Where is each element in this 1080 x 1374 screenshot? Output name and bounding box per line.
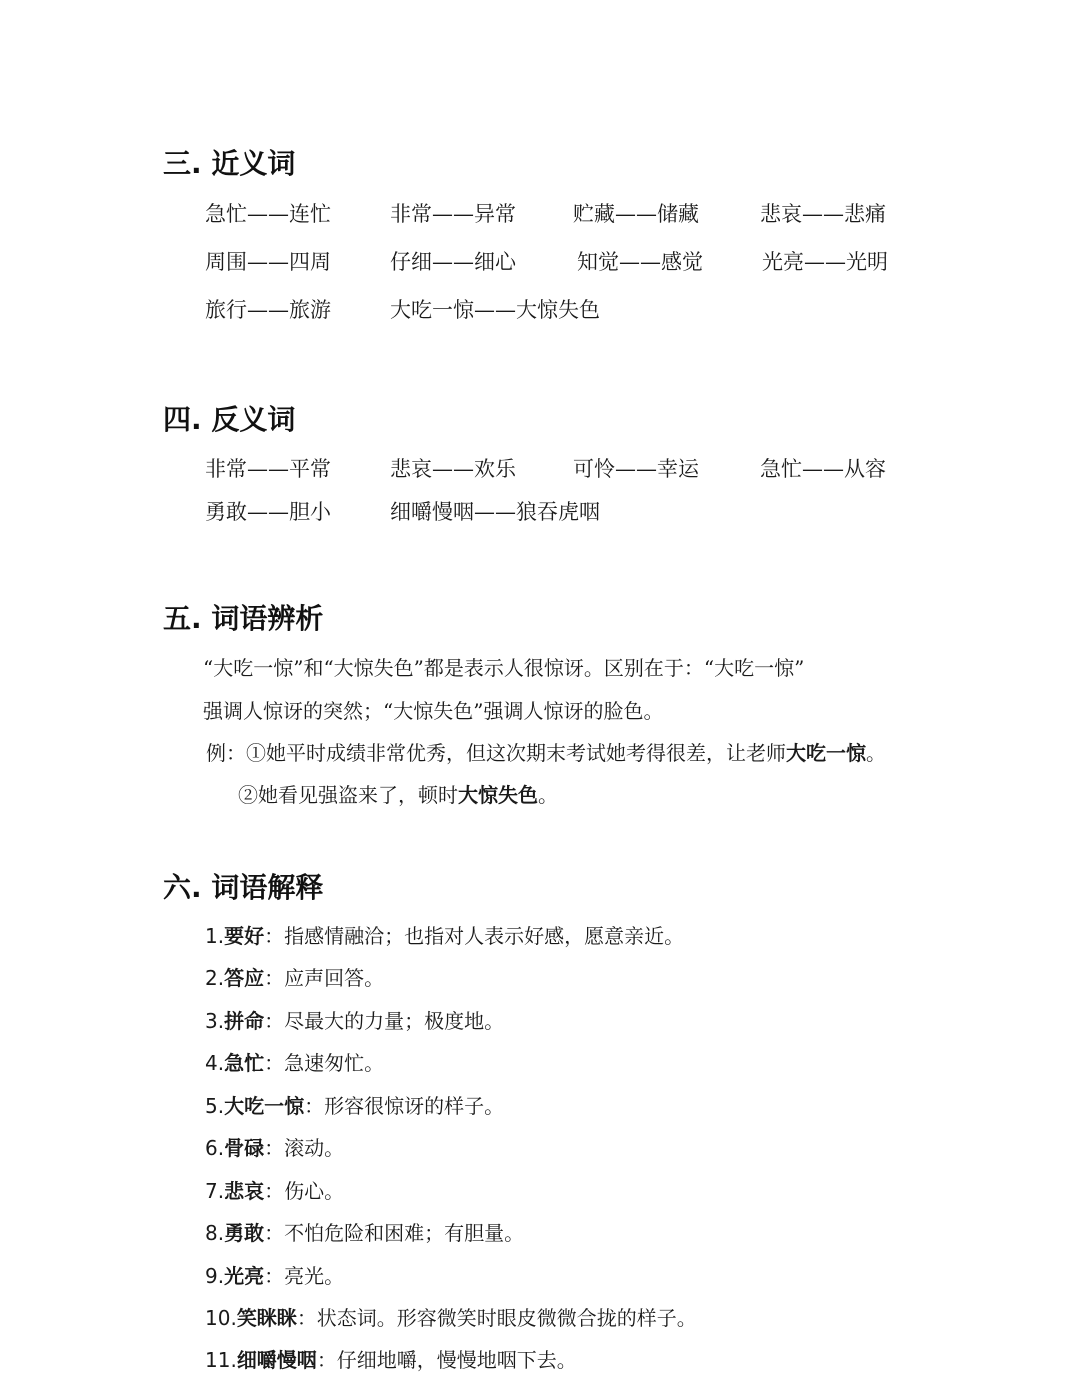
- item-number: 11.: [205, 1348, 237, 1372]
- item-number: 2.: [205, 966, 225, 990]
- synonym-pair: 急忙——连忙: [205, 202, 331, 226]
- example-text: 。: [866, 741, 886, 765]
- antonym-pair: 非常——平常: [205, 457, 331, 481]
- item-definition: ：指感情融洽；也指对人表示好感，愿意亲近。: [264, 924, 685, 948]
- section-title-analysis: 五. 词语辨析: [163, 602, 324, 635]
- synonym-pair: 光亮——光明: [762, 250, 888, 274]
- item-number: 8.: [205, 1221, 225, 1245]
- synonym-pair: 贮藏——储藏: [573, 202, 699, 226]
- item-number: 5.: [205, 1094, 225, 1118]
- item-term: 勇敢: [224, 1221, 265, 1245]
- antonym-pair: 悲哀——欢乐: [390, 457, 516, 481]
- explanation-item: [205, 962, 384, 991]
- example-text: 。: [538, 783, 558, 807]
- explanation-item: [205, 1217, 524, 1246]
- item-term: 急忙: [224, 1051, 265, 1075]
- item-definition: ：伤心。: [264, 1179, 345, 1203]
- explanation-item: [205, 1047, 384, 1076]
- item-term: 大吃一惊: [224, 1094, 305, 1118]
- synonym-pair: 仔细——细心: [390, 250, 516, 274]
- synonym-pair: 悲哀——悲痛: [760, 202, 886, 226]
- analysis-paragraph-line2: 强调人惊讶的突然；“大惊失色”强调人惊讶的脸色。: [203, 699, 664, 723]
- example-text: 例：①她平时成绩非常优秀，但这次期末考试她考得很差，让老师: [206, 741, 786, 765]
- synonym-pair: 知觉——感觉: [577, 250, 703, 274]
- analysis-paragraph-line1: “大吃一惊”和“大惊失色”都是表示人很惊讶。区别在于：“大吃一惊”: [203, 656, 805, 680]
- example-text: ②她看见强盗来了，顿时: [238, 783, 458, 807]
- item-term: 骨碌: [224, 1136, 265, 1160]
- antonym-pair: 急忙——从容: [760, 457, 886, 481]
- item-definition: ：仔细地嚼，慢慢地咽下去。: [316, 1348, 577, 1372]
- example-keyword: 大惊失色: [458, 783, 538, 807]
- item-definition: ：滚动。: [264, 1136, 345, 1160]
- explanation-item: [205, 1175, 344, 1204]
- item-number: 10.: [205, 1306, 237, 1330]
- item-definition: ：应声回答。: [264, 966, 385, 990]
- item-term: 答应: [224, 966, 265, 990]
- item-definition: ：形容很惊讶的样子。: [304, 1094, 505, 1118]
- antonym-pair: 细嚼慢咽——狼吞虎咽: [390, 500, 600, 524]
- item-term: 悲哀: [224, 1179, 265, 1203]
- item-number: 1.: [205, 924, 225, 948]
- item-term: 拼命: [224, 1009, 265, 1033]
- analysis-example-1: [206, 737, 886, 766]
- section-title-antonyms: 四. 反义词: [163, 403, 296, 436]
- item-term: 光亮: [224, 1264, 265, 1288]
- item-number: 4.: [205, 1051, 225, 1075]
- antonym-pair: 勇敢——胆小: [205, 500, 331, 524]
- item-definition: ：亮光。: [264, 1264, 345, 1288]
- synonym-pair: 大吃一惊——大惊失色: [390, 298, 600, 322]
- analysis-example-2: [238, 779, 558, 808]
- item-number: 9.: [205, 1264, 225, 1288]
- section-title-synonyms: 三. 近义词: [163, 147, 296, 180]
- item-number: 6.: [205, 1136, 225, 1160]
- explanation-item: [205, 1090, 504, 1119]
- item-term: 要好: [224, 924, 265, 948]
- section-title-explanations: 六. 词语解释: [163, 871, 324, 904]
- item-definition: ：尽最大的力量；极度地。: [264, 1009, 505, 1033]
- explanation-item: [205, 1132, 344, 1161]
- synonym-pair: 周围——四周: [205, 250, 331, 274]
- antonym-pair: 可怜——幸运: [573, 457, 699, 481]
- item-number: 7.: [205, 1179, 225, 1203]
- synonym-pair: 非常——异常: [390, 202, 516, 226]
- item-definition: ：不怕危险和困难；有胆量。: [264, 1221, 525, 1245]
- item-term: 细嚼慢咽: [236, 1348, 317, 1372]
- explanation-item: [205, 1302, 697, 1331]
- item-definition: ：状态词。形容微笑时眼皮微微合拢的样子。: [296, 1306, 697, 1330]
- explanation-item: [205, 920, 684, 949]
- explanation-item: [205, 1005, 504, 1034]
- item-number: 3.: [205, 1009, 225, 1033]
- item-term: 笑眯眯: [236, 1306, 297, 1330]
- example-keyword: 大吃一惊: [786, 741, 866, 765]
- explanation-item: [205, 1344, 577, 1373]
- synonym-pair: 旅行——旅游: [205, 298, 331, 322]
- explanation-item: [205, 1260, 344, 1289]
- item-definition: ：急速匆忙。: [264, 1051, 385, 1075]
